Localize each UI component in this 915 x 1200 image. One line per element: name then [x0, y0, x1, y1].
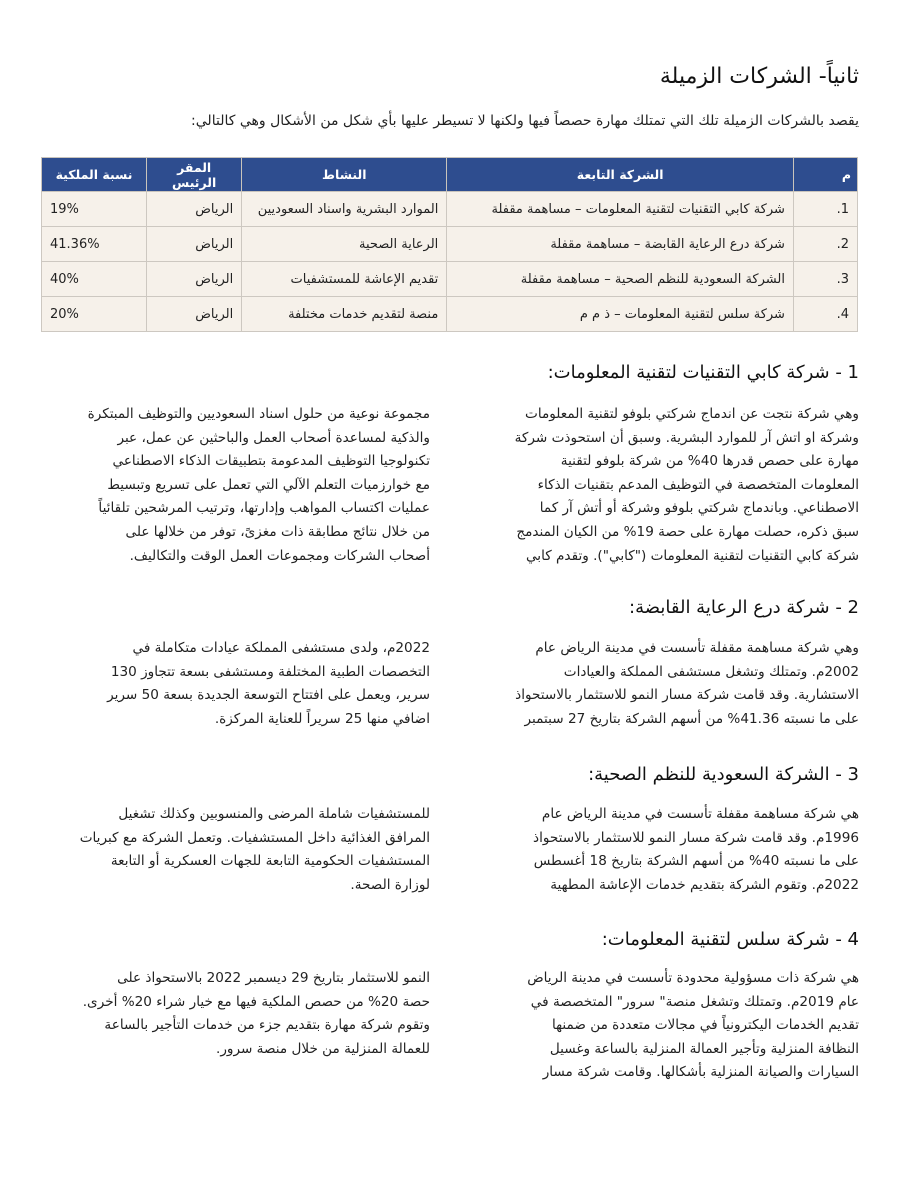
cell-hq: الرياض	[147, 262, 242, 297]
text-line: المعلومات المتخصصة في التوظيف المدعم بتقنيات الذكاء	[537, 476, 859, 493]
cell-company: شركة كابي التقنيات لتقنية المعلومات – مساهمة مقفلة	[447, 192, 794, 227]
text-line: عام 2019م. وتمتلك وتشغل منصة" سرور" المتخصصة في	[530, 993, 859, 1010]
company-3-text-left	[38, 803, 430, 897]
cell-hq: الرياض	[147, 297, 242, 332]
text-line: النظافة المنزلية وتأجير العمالة المنزلية بالساعة وغسيل	[549, 1040, 859, 1057]
header-activity: النشاط	[242, 158, 447, 192]
text-line: 2022م. وتقوم الشركة بتقديم خدمات الإعاشة المطهية	[550, 876, 859, 893]
company-2-text-left	[38, 637, 430, 731]
company-4-text-left	[38, 967, 430, 1061]
text-line: 2002م. وتمتلك وتشغل مستشفى المملكة والعيادات	[563, 663, 859, 680]
text-line: المرافق الغذائية داخل المستشفيات. وتعمل الشركة مع كبريات	[79, 829, 430, 846]
text-line: النمو للاستثمار بتاريخ 29 ديسمبر 2022 بالاستحواذ على	[117, 970, 430, 986]
header-ownership: نسبة الملكية	[42, 158, 147, 192]
text-line: للعمالة المنزلية من خلال منصة سرور.	[216, 1040, 430, 1057]
company-4-text-right	[467, 967, 859, 1085]
company-3-heading: 3 - الشركة السعودية للنظم الصحية:	[588, 764, 859, 785]
cell-num: 4.	[793, 297, 857, 332]
cell-ownership: 20%	[42, 297, 147, 332]
text-line: الاستشارية. وقد قامت شركة مسار النمو للاستثمار بالاستحواذ	[515, 687, 859, 704]
company-1-text-left	[38, 403, 430, 568]
text-line: المستشفيات الحكومية التابعة للجهات العسكرية أو التابعة	[110, 853, 430, 870]
header-num: م	[793, 158, 857, 192]
text-line: والذكية لمساعدة أصحاب العمل والباحثين عن عمل، عبر	[117, 429, 430, 446]
cell-hq: الرياض	[147, 192, 242, 227]
cell-hq: الرياض	[147, 227, 242, 262]
text-line: شركة كابي التقنيات لتقنية المعلومات ("كابي"). وتقدم كابي	[525, 547, 859, 564]
header-hq: المقر الرئيس	[147, 158, 242, 192]
text-line: الاصطناعي. وباندماج شركتي بلوفو وشركة أو أتش آر كما	[539, 500, 859, 517]
cell-company: شركة درع الرعاية القابضة – مساهمة مقفلة	[447, 227, 794, 262]
text-line: مجموعة نوعية من حلول اسناد السعوديين والتوظيف المبتكرة	[87, 406, 430, 422]
text-line: هي شركة مساهمة مقفلة تأسست في مدينة الرياض عام	[541, 806, 859, 822]
header-company: الشركة التابعة	[447, 158, 794, 192]
cell-activity: الموارد البشرية واسناد السعوديين	[242, 192, 447, 227]
section-intro: يقصد بالشركات الزميلة تلك التي تمتلك مهارة حصصاً فيها ولكنها لا تسيطر عليها بأي شكل من الأشكال وهي كالتالي:	[191, 113, 859, 129]
table-row	[42, 297, 858, 332]
text-line: سرير، ويعمل على افتتاح التوسعة الجديدة بسعة 50 سرير	[107, 687, 430, 704]
text-line: السيارات والصيانة المنزلية بأشكالها. وقامت شركة مسار	[542, 1064, 859, 1081]
text-line: التخصصات الطبية المختلفة ومستشفى بسعة تتجاوز 130	[110, 663, 430, 680]
company-2-heading: 2 - شركة درع الرعاية القابضة:	[629, 597, 859, 618]
text-line: مع خوارزميات التعلم الآلي التي تعمل على تسريع وتبسيط	[107, 476, 430, 493]
text-line: 1996م. وقد قامت شركة مسار النمو للاستثمار بالاستحواذ	[533, 829, 859, 846]
cell-company: شركة سلس لتقنية المعلومات – ذ م م	[447, 297, 794, 332]
cell-num: 3.	[793, 262, 857, 297]
text-line: عمليات اكتساب المواهب وإدارتها، وترتيب المرشحين تلقائياً	[98, 500, 430, 517]
cell-activity: تقديم الإعاشة للمستشفيات	[242, 262, 447, 297]
text-line: لوزارة الصحة.	[350, 876, 430, 893]
text-line: تقديم الخدمات اليكترونياً في مجالات متعددة من ضمنها	[551, 1017, 859, 1034]
text-line: للمستشفيات شاملة المرضى والمنسوبين وكذلك تشغيل	[118, 806, 430, 822]
text-line: من خلال نتائج مطابقة ذات مغزىً، توفر من خلالها على	[125, 523, 430, 540]
table-row	[42, 262, 858, 297]
cell-company: الشركة السعودية للنظم الصحية – مساهمة مقفلة	[447, 262, 794, 297]
table-row	[42, 227, 858, 262]
text-line: حصة 20% من حصص الملكية فيها مع خيار شراء 20% أخرى.	[82, 993, 430, 1010]
text-line: هي شركة ذات مسؤولية محدودة تأسست في مدينة الرياض	[527, 970, 859, 986]
cell-ownership: 19%	[42, 192, 147, 227]
cell-num: 1.	[793, 192, 857, 227]
text-line: على ما نسبته 41.36% من أسهم الشركة بتاريخ 27 سبتمبر	[524, 710, 859, 727]
cell-activity: الرعاية الصحية	[242, 227, 447, 262]
text-line: وتقوم شركة مهارة بتقديم جزء من خدمات التأجير بالساعة	[104, 1017, 430, 1034]
cell-ownership: 40%	[42, 262, 147, 297]
cell-ownership: 41.36%	[42, 227, 147, 262]
text-line: سبق ذكره، حصلت مهارة على حصة 19% من الكيان المندمج	[516, 523, 859, 540]
text-line: اضافي منها 25 سريراً للعناية المركزة.	[214, 710, 430, 727]
text-line: وشركة او اتش آر للموارد البشرية. وسبق أن استحوذت شركة	[514, 429, 859, 446]
table-header-row	[42, 158, 858, 192]
associates-table	[41, 157, 858, 332]
company-3-text-right	[467, 803, 859, 897]
text-line: مهارة على حصص قدرها 40% من شركة بلوفو لتقنية	[560, 453, 859, 470]
text-line: تكنولوجيا التوظيف المدعومة بتطبيقات الذكاء الاصطناعي	[112, 453, 430, 470]
cell-activity: منصة لتقديم خدمات مختلفة	[242, 297, 447, 332]
text-line: وهي شركة نتجت عن اندماج شركتي بلوفو لتقنية المعلومات	[525, 406, 859, 422]
text-line: على ما نسبته 40% من أسهم الشركة بتاريخ 18 أغسطس	[533, 853, 859, 870]
company-2-text-right	[467, 637, 859, 731]
text-line: 2022م، ولدى مستشفى المملكة عيادات متكاملة في	[132, 640, 430, 656]
company-1-text-right	[467, 403, 859, 568]
text-line: وهي شركة مساهمة مقفلة تأسست في مدينة الرياض عام	[535, 640, 859, 656]
cell-num: 2.	[793, 227, 857, 262]
table-row	[42, 192, 858, 227]
company-1-heading: 1 - شركة كابي التقنيات لتقنية المعلومات:	[547, 362, 859, 383]
section-title: ثانياً- الشركات الزميلة	[659, 64, 859, 89]
company-4-heading: 4 - شركة سلس لتقنية المعلومات:	[601, 929, 859, 950]
text-line: أصحاب الشركات ومجموعات العمل الوقت والتكاليف.	[129, 547, 430, 564]
